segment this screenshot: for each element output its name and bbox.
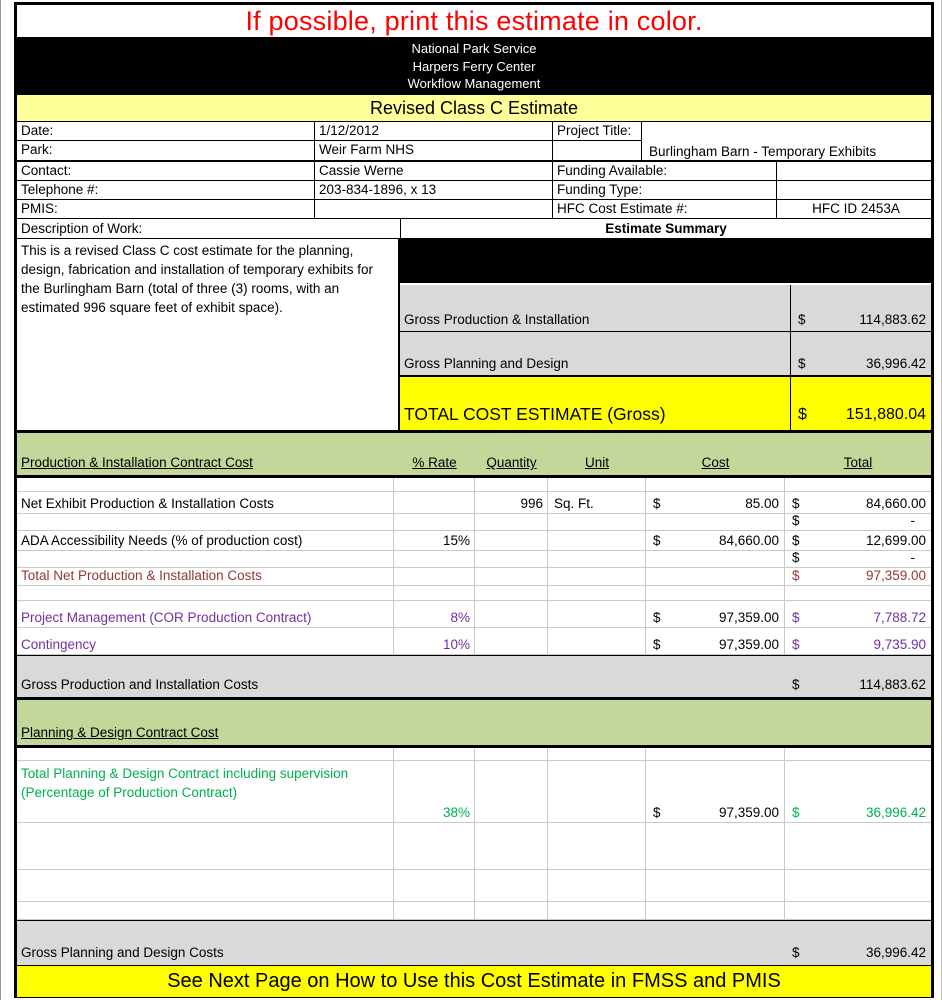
row-total: $ 84,660.00 [792,496,926,511]
table-row-total-net [17,568,931,586]
date-label: Date: [21,123,54,138]
row-unit: Sq. Ft. [548,492,646,513]
table-row-blank-dash [17,551,931,568]
table-row-contingency [17,628,931,655]
row-cost: $ 97,359.00 [646,628,785,654]
row-total: $ 97,359.00 [792,568,926,583]
row-total: $ 36,996.42 [792,805,926,820]
row-total: $ 9,735.90 [792,637,926,652]
document-title: Revised Class C Estimate [17,95,931,122]
row-quantity: 996 [475,492,548,513]
row-description: Total Planning & Design Contract including supervision (Percentage of Production Contract) [17,761,394,822]
row-cost: $ 97,359.00 [646,601,785,627]
table-row-net-exhibit [17,492,931,514]
total-cost-estimate-label: TOTAL COST ESTIMATE (Gross) [404,404,666,424]
row-cost: $ 97,359.00 [646,761,785,822]
funding-type-label: Funding Type: [552,181,776,199]
org-line-1: National Park Service [411,41,537,56]
column-header-quantity: Quantity [486,455,537,470]
row-rate: 15% [394,531,475,550]
description-summary-area [17,239,931,430]
gross-production-amount: $ 114,883.62 [792,677,926,692]
summary-row-production [400,285,931,332]
info-row-contact [17,162,931,181]
summary-production-label: Gross Production & Installation [404,312,590,327]
date-value: 1/12/2012 [314,122,552,140]
hfc-estimate-value: HFC ID 2453A [776,200,931,218]
info-row-pmis [17,200,931,219]
project-title-label: Project Title: [553,122,641,141]
table-row [17,586,931,601]
table-row [17,478,931,492]
row-cost: $ 84,660.00 [646,531,785,550]
table-row-blank-dash [17,514,931,531]
contact-label: Contact: [21,163,72,178]
summary-row-planning [400,332,931,377]
description-summary-header-row [17,219,931,239]
row-total: $ - [792,513,915,528]
gross-planning-row [17,920,931,965]
estimate-summary-panel [400,239,931,430]
column-header-unit: Unit [584,455,609,470]
summary-black-block [400,239,931,283]
park-label: Park: [21,142,53,157]
row-description: Total Net Production & Installation Costs [17,568,394,585]
row-rate: 10% [394,628,475,654]
planning-section-header [17,697,931,748]
print-color-notice: If possible, print this estimate in color. [245,5,703,36]
funding-available-label: Funding Available: [552,162,776,180]
hfc-estimate-label: HFC Cost Estimate #: [552,200,776,218]
table-row-project-management [17,601,931,628]
contact-value: Cassie Werne [314,162,552,180]
estimate-sheet [14,2,934,998]
currency-symbol: $ [798,406,807,423]
info-row-phone [17,181,931,200]
table-row [17,748,931,761]
park-value: Weir Farm NHS [314,141,552,160]
table-row-planning-contract [17,761,931,823]
gross-planning-label: Gross Planning and Design Costs [21,945,224,960]
next-page-notice: See Next Page on How to Use this Cost Estimate in FMSS and PMIS [17,965,931,997]
table-row [17,870,931,902]
row-description: Net Exhibit Production & Installation Costs [17,492,394,513]
row-rate: 38% [394,761,475,822]
total-cost-estimate-amount: $ 151,880.04 [790,377,931,430]
summary-planning-label: Gross Planning and Design [404,356,569,371]
production-section-header [17,430,931,478]
production-section-title: Production & Installation Contract Cost [21,455,253,470]
summary-planning-amount: $ 36,996.42 [790,332,931,375]
column-header-cost: Cost [701,455,730,470]
pmis-label: PMIS: [21,201,58,216]
table-row [17,902,931,920]
project-title-value: Burlingham Barn - Temporary Exhibits [641,122,931,160]
row-total: $ 7,788.72 [792,610,926,625]
column-header-total: Total [843,455,873,470]
row-description: Contingency [17,628,394,654]
gross-production-label: Gross Production and Installation Costs [21,677,259,692]
gross-planning-amount: $ 36,996.42 [792,945,926,960]
org-line-2: Harpers Ferry Center [412,58,536,74]
org-line-3: Workflow Management [407,76,541,91]
planning-section-title: Planning & Design Contract Cost [21,725,219,740]
currency-symbol: $ [798,356,806,371]
row-description: Project Management (COR Production Contract) [17,601,394,627]
column-header-rate: % Rate [412,455,457,470]
description-of-work-label: Description of Work: [21,221,143,236]
currency-symbol: $ [798,312,806,327]
summary-production-amount: $ 114,883.62 [790,285,931,331]
description-of-work-text: This is a revised Class C cost estimate for the planning, design, fabrication and installation of temporary exhibits for the Burlingham Barn (total of three (3) rooms, with an estimated 996 square feet of exhibit space). [17,239,400,430]
info-rows-top [17,122,931,162]
org-header [17,37,931,95]
table-row [17,823,931,870]
row-description: ADA Accessibility Needs (% of production cost) [17,531,394,550]
gross-production-row [17,655,931,697]
row-total: $ 12,699.00 [792,533,926,548]
funding-available-value [776,162,931,180]
telephone-value: 203-834-1896, x 13 [314,181,552,199]
row-rate: 8% [394,601,475,627]
funding-type-value [776,181,931,199]
summary-total-row [400,377,931,430]
estimate-summary-header: Estimate Summary [400,219,931,238]
telephone-label: Telephone #: [21,182,99,197]
pmis-value [314,200,552,218]
row-total: $ - [792,550,915,565]
row-cost: $ 85.00 [646,492,785,513]
table-row-ada [17,531,931,551]
